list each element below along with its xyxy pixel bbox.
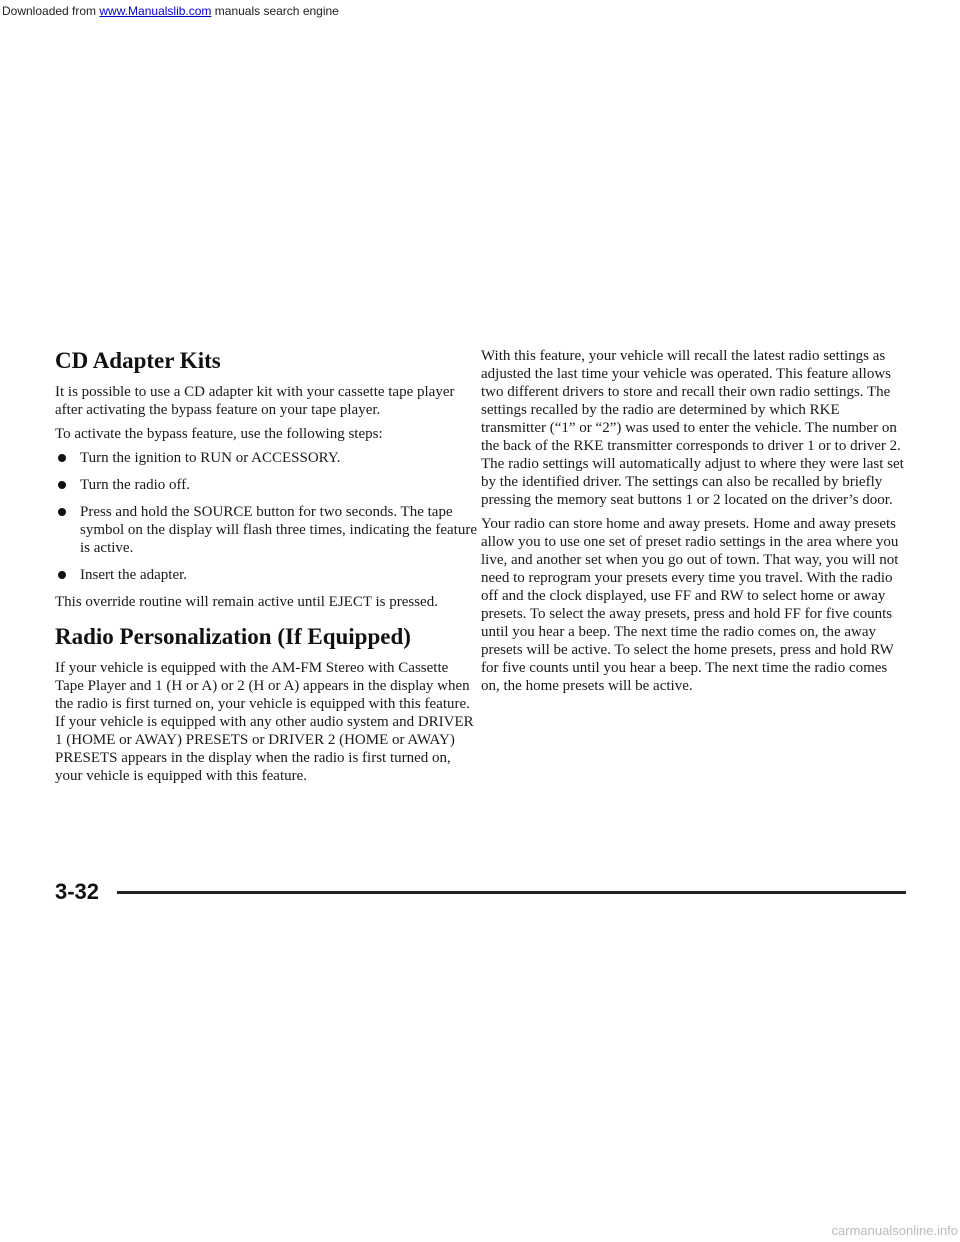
banner-suffix: manuals search engine [211, 4, 339, 18]
page-number: 3-32 [55, 879, 100, 904]
cd-intro-paragraph: It is possible to use a CD adapter kit with your cassette tape player after activating the bypass feature on your tape player. [55, 384, 455, 418]
radio-paragraph: If your vehicle is equipped with the AM-FM Stereo with Cassette Tape Player and 1 (H or A) or 2 (H or A) appears in the display when the radio is first turned on, your vehicle is equipped with this feature. If your vehicle is equipped with any other audio system and DRIVER 1 (HOME or AWAY) PRESETS or DRIVER 2 (HOME or AWAY) PRESETS appears in the display when the radio is first turned on, your vehicle is equipped with this feature. [55, 660, 474, 784]
left-column [55, 347, 480, 791]
footer-rule [117, 891, 906, 894]
right-column [481, 347, 906, 701]
bullet-icon [58, 571, 66, 579]
radio-personalization-heading: Radio Personalization (If Equipped) [55, 624, 411, 649]
list-item: Press and hold the SOURCE button for two seconds. The tape symbol on the display will flash three times, indicating the feature is active. [55, 503, 480, 557]
page-footer [55, 878, 906, 908]
watermark-text: carmanualsonline.info [831, 1223, 958, 1238]
list-item: Turn the ignition to RUN or ACCESSORY. [55, 449, 480, 467]
cd-outro-paragraph: This override routine will remain active until EJECT is pressed. [55, 594, 438, 610]
bullet-icon [58, 454, 66, 462]
list-item: Insert the adapter. [55, 566, 480, 584]
cd-steps-list [55, 449, 480, 584]
watermark-banner [0, 1220, 960, 1242]
bullet-icon [58, 481, 66, 489]
banner-prefix: Downloaded from [2, 4, 100, 18]
cd-steps-intro: To activate the bypass feature, use the following steps: [55, 426, 383, 442]
presets-paragraph: Your radio can store home and away presets. Home and away presets allow you to use one set of preset radio settings in the area where you live, and another set when you go out of town. That way, you will not need to reprogram your presets every time you travel. With the radio off and the clock displayed, use FF and RW to select home or away presets. To select the away presets, press and hold FF for five counts until you hear a beep. The next time the radio comes on, the away presets will be active. To select the home presets, press and hold RW for five counts until you hear a beep. The next time the radio comes on, the home presets will be active. [481, 516, 899, 694]
list-item: Turn the radio off. [55, 476, 480, 494]
download-banner [0, 0, 960, 22]
bullet-icon [58, 508, 66, 516]
cd-adapter-heading: CD Adapter Kits [55, 348, 221, 373]
recall-paragraph: With this feature, your vehicle will recall the latest radio settings as adjusted the last time your vehicle was operated. This feature allows two different drivers to store and recall their own radio settings. The settings recalled by the radio are determined by which RKE transmitter (“1” or “2”) was used to enter the vehicle. The number on the back of the RKE transmitter corresponds to driver 1 or to driver 2. The radio settings will automatically adjust to where they were last set by the identified driver. The settings can also be recalled by briefly pressing the memory seat buttons 1 or 2 located on the driver’s door. [481, 348, 904, 508]
manualslib-link[interactable]: www.Manualslib.com [99, 4, 212, 18]
